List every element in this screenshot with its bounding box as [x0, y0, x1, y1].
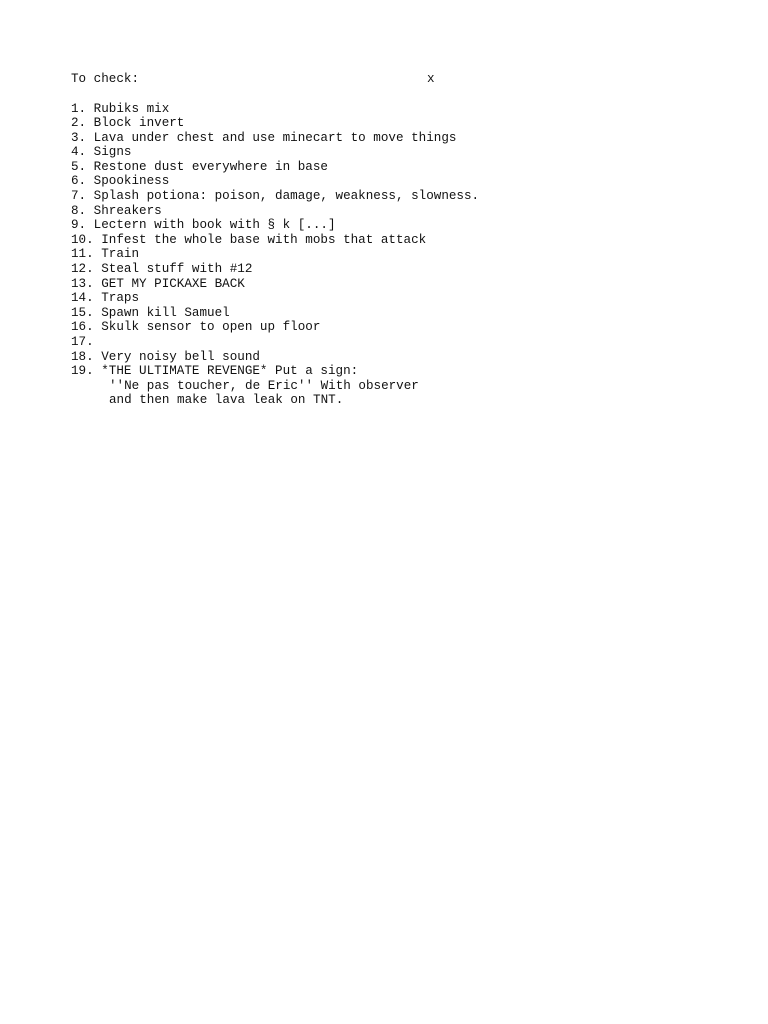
- list-item: 5. Restone dust everywhere in base: [71, 159, 328, 174]
- list-item: 1. Rubiks mix: [71, 101, 170, 116]
- list-item: 9. Lectern with book with § k [...]: [71, 218, 336, 233]
- list-item: 19. *THE ULTIMATE REVENGE* Put a sign:: [71, 364, 359, 379]
- document-header: [71, 72, 721, 87]
- list-item-continuation: ''Ne pas toucher, de Eric'' With observer: [109, 378, 419, 393]
- list-item: 18. Very noisy bell sound: [71, 349, 260, 364]
- document-title: To check:: [71, 72, 140, 86]
- list-item: 7. Splash potiona: poison, damage, weakness, slowness.: [71, 189, 480, 204]
- list-item-continuation: and then make lava leak on TNT.: [109, 393, 344, 408]
- document-page: [71, 72, 721, 408]
- list-item: 14. Traps: [71, 291, 140, 306]
- list-item: 15. Spawn kill Samuel: [71, 305, 230, 320]
- list-item: 11. Train: [71, 247, 140, 262]
- list-item: 3. Lava under chest and use minecart to move things: [71, 130, 457, 145]
- list-item: 4. Signs: [71, 145, 132, 160]
- list-item: 12. Steal stuff with #12: [71, 262, 253, 277]
- x-mark: x: [427, 72, 435, 86]
- list-item: 13. GET MY PICKAXE BACK: [71, 276, 245, 291]
- list-item: 8. Shreakers: [71, 203, 162, 218]
- todo-list: [71, 102, 721, 408]
- list-item: 17.: [71, 335, 94, 349]
- list-item: 2. Block invert: [71, 116, 185, 131]
- list-item: 16. Skulk sensor to open up floor: [71, 320, 321, 335]
- list-item: 6. Spookiness: [71, 174, 170, 189]
- list-item: 10. Infest the whole base with mobs that attack: [71, 232, 427, 247]
